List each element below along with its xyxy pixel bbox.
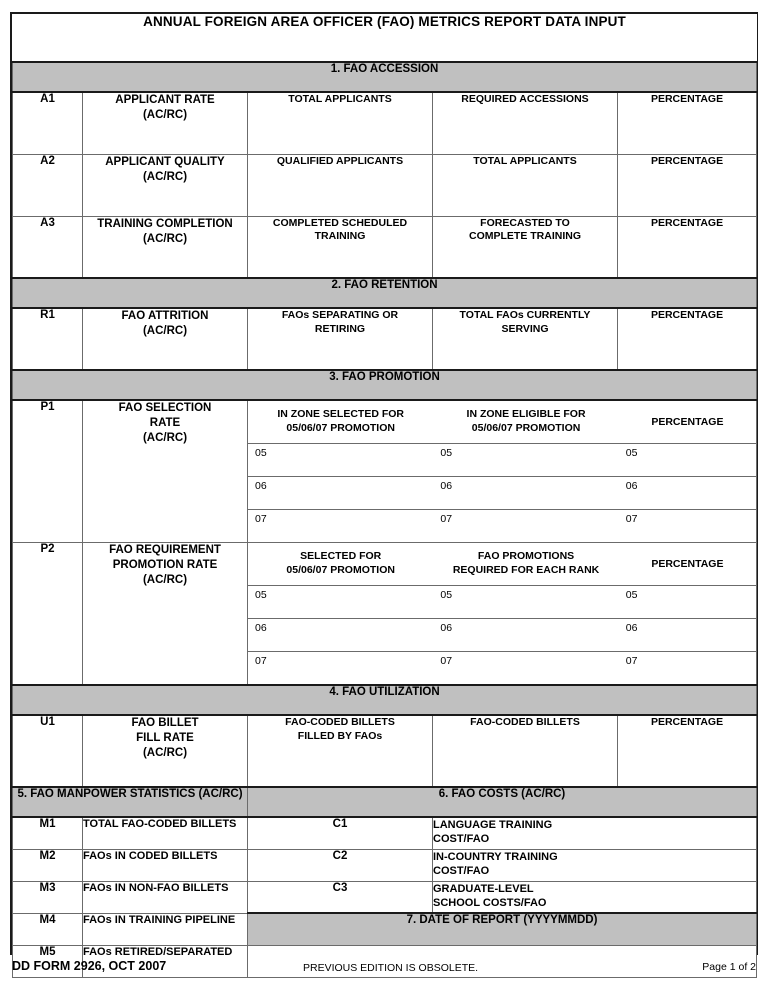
metric-u1-input-denominator[interactable]: [433, 715, 618, 787]
metric-name-p2: [83, 543, 248, 686]
date-of-report-format: (YYYYMMDD): [523, 914, 598, 926]
p1-col3-line1: IN ZONE SELECTED FOR: [277, 408, 404, 421]
metric-code-p1: P1: [13, 400, 83, 543]
stats-row-3: [13, 881, 757, 913]
metric-u1-col3-line1: FAO-CODED BILLETS: [285, 716, 395, 728]
p2-col4-header: [433, 543, 618, 586]
metric-name-a2-line1: APPLICANT QUALITY: [105, 155, 225, 168]
metric-u1-percentage[interactable]: [618, 715, 757, 787]
p1-col4-line2: 05/06/07 PROMOTION: [471, 422, 581, 434]
section-bar-promotion-row: [13, 370, 757, 400]
p1-eligible-05[interactable]: 05: [433, 444, 618, 477]
p1-percentage-06[interactable]: 06: [619, 477, 756, 510]
metric-name-u1: [83, 715, 248, 787]
metric-row-a2: [13, 154, 757, 216]
p1-col5-header: PERCENTAGE: [619, 401, 756, 444]
p1-col3-line2: 05/06/07 PROMOTION: [286, 422, 395, 434]
metric-u1-col3-line2: FILLED BY FAOs: [297, 729, 383, 742]
metric-u1-col4-line1: FAO-CODED BILLETS: [470, 716, 580, 728]
stat-field-m4[interactable]: [83, 913, 248, 945]
metric-name-u1-line2: FILL RATE: [136, 732, 194, 745]
stat-code-m5: M5: [13, 945, 83, 977]
section-bar-retention-row: [13, 278, 757, 308]
p1-percentage-05[interactable]: 05: [619, 444, 756, 477]
stat-label-m3: FAOs IN NON-FAO BILLETS: [83, 881, 229, 894]
metric-name-a3-line1: TRAINING COMPLETION: [97, 217, 233, 230]
metric-a1-col3-label: TOTAL APPLICANTS: [288, 93, 392, 105]
metric-a3-percentage[interactable]: [618, 216, 757, 278]
stat-label-m4: FAOs IN TRAINING PIPELINE: [83, 913, 236, 926]
stat-code-m3: M3: [13, 881, 83, 913]
metric-a3-col3-line2: TRAINING: [314, 230, 366, 243]
metric-r1-col3-line2: RETIRING: [314, 322, 366, 335]
metric-name-p1: [83, 400, 248, 543]
metric-a3-input-denominator[interactable]: [433, 216, 618, 278]
metric-a2-input-denominator[interactable]: [433, 154, 618, 216]
metric-r1-col5-label: PERCENTAGE: [650, 309, 724, 321]
metric-p1-subtable: [248, 401, 756, 542]
metric-code-u1: U1: [13, 715, 83, 787]
metric-a3-col5-label: PERCENTAGE: [650, 216, 724, 229]
p2-percentage-07[interactable]: 07: [619, 652, 756, 685]
metric-a3-col4-line1: FORECASTED TO: [480, 216, 570, 229]
metric-a2-col3-label: QUALIFIED APPLICANTS: [276, 154, 404, 167]
metric-code-a3: A3: [13, 216, 83, 278]
metric-name-p1-line3: (AC/RC): [142, 432, 188, 445]
metric-row-a1: [13, 92, 757, 154]
metric-r1-col4-line2: SERVING: [501, 322, 549, 335]
p1-selected-07[interactable]: 07: [248, 510, 433, 543]
cost-label-c1-line1: LANGUAGE TRAINING: [433, 819, 553, 831]
stats-row-2: [13, 849, 757, 881]
stat-field-m3[interactable]: [83, 881, 248, 913]
section-bar-accession: 1. FAO ACCESSION: [13, 62, 757, 92]
p2-percentage-05[interactable]: 05: [619, 586, 756, 619]
metric-code-a1: A1: [13, 92, 83, 154]
p2-selected-06[interactable]: 06: [248, 619, 433, 652]
section-bar-promotion: 3. FAO PROMOTION: [13, 370, 757, 400]
p1-selected-05[interactable]: 05: [248, 444, 433, 477]
cost-label-c1-line2: COST/FAO: [433, 833, 490, 846]
metric-u1-col5-label: PERCENTAGE: [650, 716, 724, 728]
metric-name-p1-line1: FAO SELECTION: [118, 402, 212, 414]
metric-name-p2-line3: (AC/RC): [142, 574, 188, 587]
metric-name-u1-line1: FAO BILLET: [131, 717, 199, 729]
metric-r1-input-numerator[interactable]: [248, 308, 433, 370]
section-bar-costs: 6. FAO COSTS (AC/RC): [248, 787, 757, 817]
date-of-report-label: 7. DATE OF REPORT: [406, 914, 521, 926]
metric-a2-col4-label: TOTAL APPLICANTS: [473, 154, 577, 167]
p1-eligible-06[interactable]: 06: [433, 477, 618, 510]
metric-name-a1-line1: APPLICANT RATE: [115, 94, 215, 106]
p2-subheader-row: [248, 543, 756, 586]
p2-col3-line2: 05/06/07 PROMOTION: [286, 564, 395, 576]
metric-name-p2-line1: FAO REQUIREMENT: [109, 544, 221, 556]
metric-a1-col4-label: REQUIRED ACCESSIONS: [461, 93, 589, 105]
metric-a1-percentage[interactable]: [618, 92, 757, 154]
p1-rank-row-06: [248, 477, 756, 510]
cost-label-c3-line1: GRADUATE-LEVEL: [433, 882, 534, 895]
p2-percentage-06[interactable]: 06: [619, 619, 756, 652]
footer-page-number: Page 1 of 2: [702, 961, 756, 973]
page-title: ANNUAL FOREIGN AREA OFFICER (FAO) METRICS REPORT DATA INPUT: [13, 14, 757, 62]
stat-code-m4: M4: [13, 913, 83, 945]
metric-name-a1-line2: (AC/RC): [142, 109, 188, 122]
metric-r1-percentage[interactable]: [618, 308, 757, 370]
cost-code-c1: C1: [248, 817, 433, 849]
cost-label-c2-line2: COST/FAO: [433, 864, 490, 877]
stat-code-m2: M2: [13, 849, 83, 881]
cost-field-c3[interactable]: [433, 881, 757, 913]
metric-code-p2: P2: [13, 543, 83, 686]
p2-col4-line2: REQUIRED FOR EACH RANK: [452, 564, 600, 576]
form-footer: [10, 959, 758, 981]
metric-name-r1-line2: (AC/RC): [142, 325, 188, 338]
metric-a1-input-denominator[interactable]: [433, 92, 618, 154]
metric-code-a2: A2: [13, 154, 83, 216]
footer-form-id: DD FORM 2926, OCT 2007: [12, 959, 167, 973]
section-bar-manpower: 5. FAO MANPOWER STATISTICS (AC/RC): [13, 787, 248, 817]
stats-row-4: [13, 913, 757, 945]
metric-a3-col3-line1: COMPLETED SCHEDULED: [272, 216, 408, 229]
cost-field-c1[interactable]: [433, 817, 757, 849]
p1-col3-header: [248, 401, 433, 444]
metric-r1-col4-line1: TOTAL FAOs CURRENTLY: [459, 309, 591, 321]
p2-required-05[interactable]: 05: [433, 586, 618, 619]
stat-field-m1[interactable]: [83, 817, 248, 849]
form-grid: [12, 14, 757, 978]
p2-selected-05[interactable]: 05: [248, 586, 433, 619]
p1-col4-line1: IN ZONE ELIGIBLE FOR: [466, 408, 586, 421]
cost-label-c2-line1: IN-COUNTRY TRAINING: [433, 850, 558, 863]
metric-name-a1: [83, 92, 248, 154]
p2-col4-line1: FAO PROMOTIONS: [477, 550, 575, 563]
metric-u1-input-numerator[interactable]: [248, 715, 433, 787]
metric-a3-input-numerator[interactable]: [248, 216, 433, 278]
cost-label-c3-line2: SCHOOL COSTS/FAO: [433, 896, 547, 909]
p1-rank-row-07: [248, 510, 756, 543]
metric-name-p2-line2: PROMOTION RATE: [112, 559, 218, 572]
p1-percentage-07[interactable]: 07: [619, 510, 756, 543]
metric-a1-input-numerator[interactable]: [248, 92, 433, 154]
metric-name-a3-line2: (AC/RC): [142, 232, 188, 245]
metric-row-r1: [13, 308, 757, 370]
stat-label-m2: FAOs IN CODED BILLETS: [83, 849, 218, 862]
stat-field-m2[interactable]: [83, 849, 248, 881]
p2-selected-07[interactable]: 07: [248, 652, 433, 685]
metric-name-r1-line1: FAO ATTRITION: [121, 310, 209, 322]
p1-eligible-07[interactable]: 07: [433, 510, 618, 543]
p2-required-07[interactable]: 07: [433, 652, 618, 685]
metric-row-u1: [13, 715, 757, 787]
metric-name-a2-line2: (AC/RC): [142, 170, 188, 183]
metric-name-p1-line2: RATE: [149, 417, 181, 430]
metric-row-a3: [13, 216, 757, 278]
metric-name-r1: [83, 308, 248, 370]
section-bars-manpower-costs-row: [13, 787, 757, 817]
p2-required-06[interactable]: 06: [433, 619, 618, 652]
metric-p2-subtable: [248, 543, 756, 684]
stat-label-m1: TOTAL FAO-CODED BILLETS: [83, 818, 237, 830]
metric-a2-percentage[interactable]: [618, 154, 757, 216]
metric-r1-col3-line1: FAOs SEPARATING OR: [281, 309, 399, 321]
section-bar-date-of-report: [248, 913, 757, 945]
p2-rank-row-07: [248, 652, 756, 685]
form-border-frame: [10, 12, 758, 958]
metric-a3-col4-line2: COMPLETE TRAINING: [469, 230, 581, 243]
metric-p1-subtable-wrapper: [248, 400, 757, 543]
metric-row-p1: [13, 400, 757, 543]
p1-selected-06[interactable]: 06: [248, 477, 433, 510]
metric-name-a2: [83, 154, 248, 216]
footer-obsolete-notice: PREVIOUS EDITION IS OBSOLETE.: [303, 962, 479, 974]
section-bar-utilization: 4. FAO UTILIZATION: [13, 685, 757, 715]
p1-subheader-row: [248, 401, 756, 444]
metric-a2-col5-label: PERCENTAGE: [650, 154, 724, 167]
metric-name-u1-line3: (AC/RC): [142, 747, 188, 760]
p2-col5-header: PERCENTAGE: [619, 543, 756, 586]
metric-a1-col5-label: PERCENTAGE: [650, 93, 724, 105]
title-row: [13, 14, 757, 62]
metric-r1-input-denominator[interactable]: [433, 308, 618, 370]
stats-row-1: [13, 817, 757, 849]
cost-field-c2[interactable]: [433, 849, 757, 881]
section-bar-accession-row: [13, 62, 757, 92]
cost-code-c2: C2: [248, 849, 433, 881]
stat-code-m1: M1: [13, 817, 83, 849]
p2-col3-line1: SELECTED FOR: [300, 550, 382, 563]
metric-name-a3: [83, 216, 248, 278]
section-bar-utilization-row: [13, 685, 757, 715]
section-bar-retention: 2. FAO RETENTION: [13, 278, 757, 308]
p1-col4-header: [433, 401, 618, 444]
metric-code-r1: R1: [13, 308, 83, 370]
p2-rank-row-05: [248, 586, 756, 619]
p1-rank-row-05: [248, 444, 756, 477]
p2-col3-header: [248, 543, 433, 586]
metric-row-p2: [13, 543, 757, 686]
metric-p2-subtable-wrapper: [248, 543, 757, 686]
p2-rank-row-06: [248, 619, 756, 652]
metric-a2-input-numerator[interactable]: [248, 154, 433, 216]
stat-label-m5: FAOs RETIRED/SEPARATED: [83, 945, 233, 958]
cost-code-c3: C3: [248, 881, 433, 913]
